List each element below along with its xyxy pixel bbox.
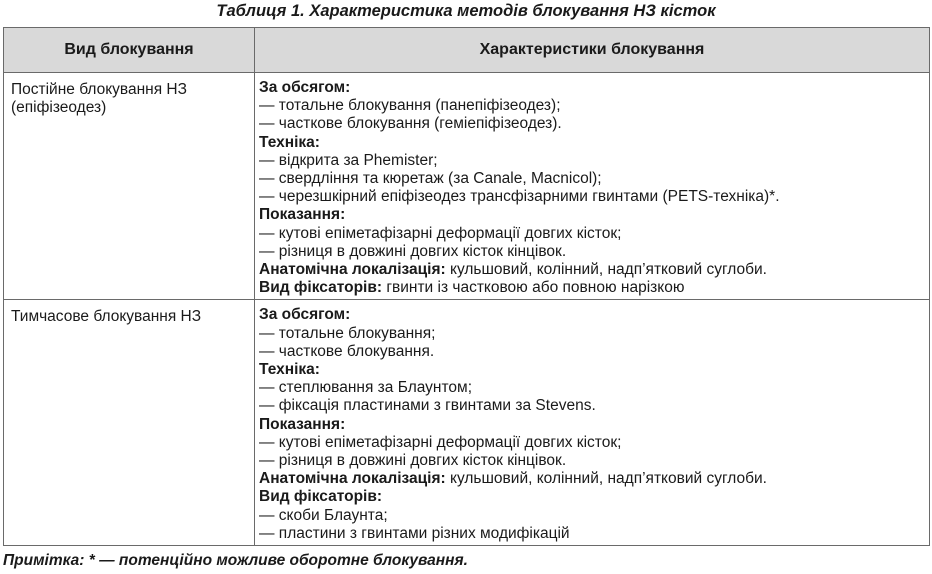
characteristic-line xyxy=(259,152,925,170)
characteristic-line xyxy=(259,452,925,470)
characteristic-line xyxy=(259,206,925,224)
characteristic-line xyxy=(259,325,925,343)
characteristic-text: — часткове блокування (геміепіфізеодез). xyxy=(259,115,562,133)
characteristic-line xyxy=(259,170,925,188)
table-caption: Таблиця 1. Характеристика методів блокування НЗ кісток xyxy=(216,2,716,20)
characteristic-text: гвинти із частковою або повною нарізкою xyxy=(382,279,685,297)
characteristic-line xyxy=(259,397,925,415)
characteristic-line xyxy=(259,279,925,297)
characteristic-text: — пластини з гвинтами різних модифікацій xyxy=(259,524,570,542)
characteristic-text: — різниця в довжині довгих кісток кінцівок. xyxy=(259,242,567,260)
characteristic-heading: Техніка: xyxy=(259,361,320,379)
characteristic-line xyxy=(259,361,925,379)
characteristic-line xyxy=(259,306,925,324)
characteristic-line xyxy=(259,261,925,279)
characteristic-line xyxy=(259,525,925,543)
characteristic-line xyxy=(259,225,925,243)
characteristic-text: — степлювання за Блаунтом; xyxy=(259,379,473,397)
characteristic-heading: Показання: xyxy=(259,415,346,433)
characteristics-cell xyxy=(255,73,930,300)
characteristics-cell xyxy=(255,300,930,546)
characteristic-line xyxy=(259,188,925,206)
characteristic-line xyxy=(259,470,925,488)
table-row xyxy=(4,73,930,300)
characteristic-text: — кутові епіметафізарні деформації довгих кісток; xyxy=(259,224,622,242)
characteristic-line xyxy=(259,343,925,361)
characteristic-text: — скоби Блаунта; xyxy=(259,506,388,524)
table-footnote: Примітка: * — потенційно можливе оборотне блокування. xyxy=(3,552,468,569)
header-blocking-characteristics: Характеристики блокування xyxy=(255,28,930,73)
characteristic-text: — часткове блокування. xyxy=(259,342,435,360)
blocking-type-cell: Постійне блокування НЗ (епіфізеодез) xyxy=(4,73,255,300)
characteristic-heading: За обсягом: xyxy=(259,306,351,324)
characteristic-line xyxy=(259,416,925,434)
characteristic-line xyxy=(259,379,925,397)
characteristic-text: — свердління та кюретаж (за Canale, Macnicol); xyxy=(259,170,602,188)
characteristic-heading: Анатомічна локалізація: xyxy=(259,470,446,488)
characteristic-heading: Вид фіксаторів: xyxy=(259,488,383,506)
blocking-type-cell: Тимчасове блокування НЗ xyxy=(4,300,255,546)
characteristic-text: кульшовий, колінний, надп’ятковий суглоби. xyxy=(445,470,767,488)
characteristic-text: — кутові епіметафізарні деформації довгих кісток; xyxy=(259,433,622,451)
characteristic-line xyxy=(259,434,925,452)
table-header-row xyxy=(4,28,930,73)
characteristic-line xyxy=(259,507,925,525)
blocking-methods-table xyxy=(3,27,930,546)
table-row xyxy=(4,300,930,546)
characteristic-line xyxy=(259,134,925,152)
characteristic-text: — черезшкірний епіфізеодез трансфізарними гвинтами (PETS-техніка)*. xyxy=(259,188,780,206)
characteristic-heading: За обсягом: xyxy=(259,79,351,96)
characteristic-line xyxy=(259,79,925,97)
characteristic-text: кульшовий, колінний, надп’ятковий суглоби. xyxy=(445,261,767,279)
characteristic-text: — тотальне блокування (панепіфізеодез); xyxy=(259,97,561,115)
characteristic-text: — фіксація пластинами з гвинтами за Stevens. xyxy=(259,397,596,415)
characteristic-text: — тотальне блокування; xyxy=(259,324,436,342)
characteristic-heading: Показання: xyxy=(259,206,346,224)
characteristic-line xyxy=(259,243,925,261)
characteristic-line xyxy=(259,488,925,506)
characteristic-text: — відкрита за Phemister; xyxy=(259,151,438,169)
characteristic-heading: Техніка: xyxy=(259,133,320,151)
characteristic-line xyxy=(259,97,925,115)
characteristic-text: — різниця в довжині довгих кісток кінцівок. xyxy=(259,452,567,470)
characteristic-line xyxy=(259,115,925,133)
characteristic-heading: Вид фіксаторів: xyxy=(259,279,383,297)
header-blocking-type: Вид блокування xyxy=(4,28,255,73)
characteristic-heading: Анатомічна локалізація: xyxy=(259,261,446,279)
